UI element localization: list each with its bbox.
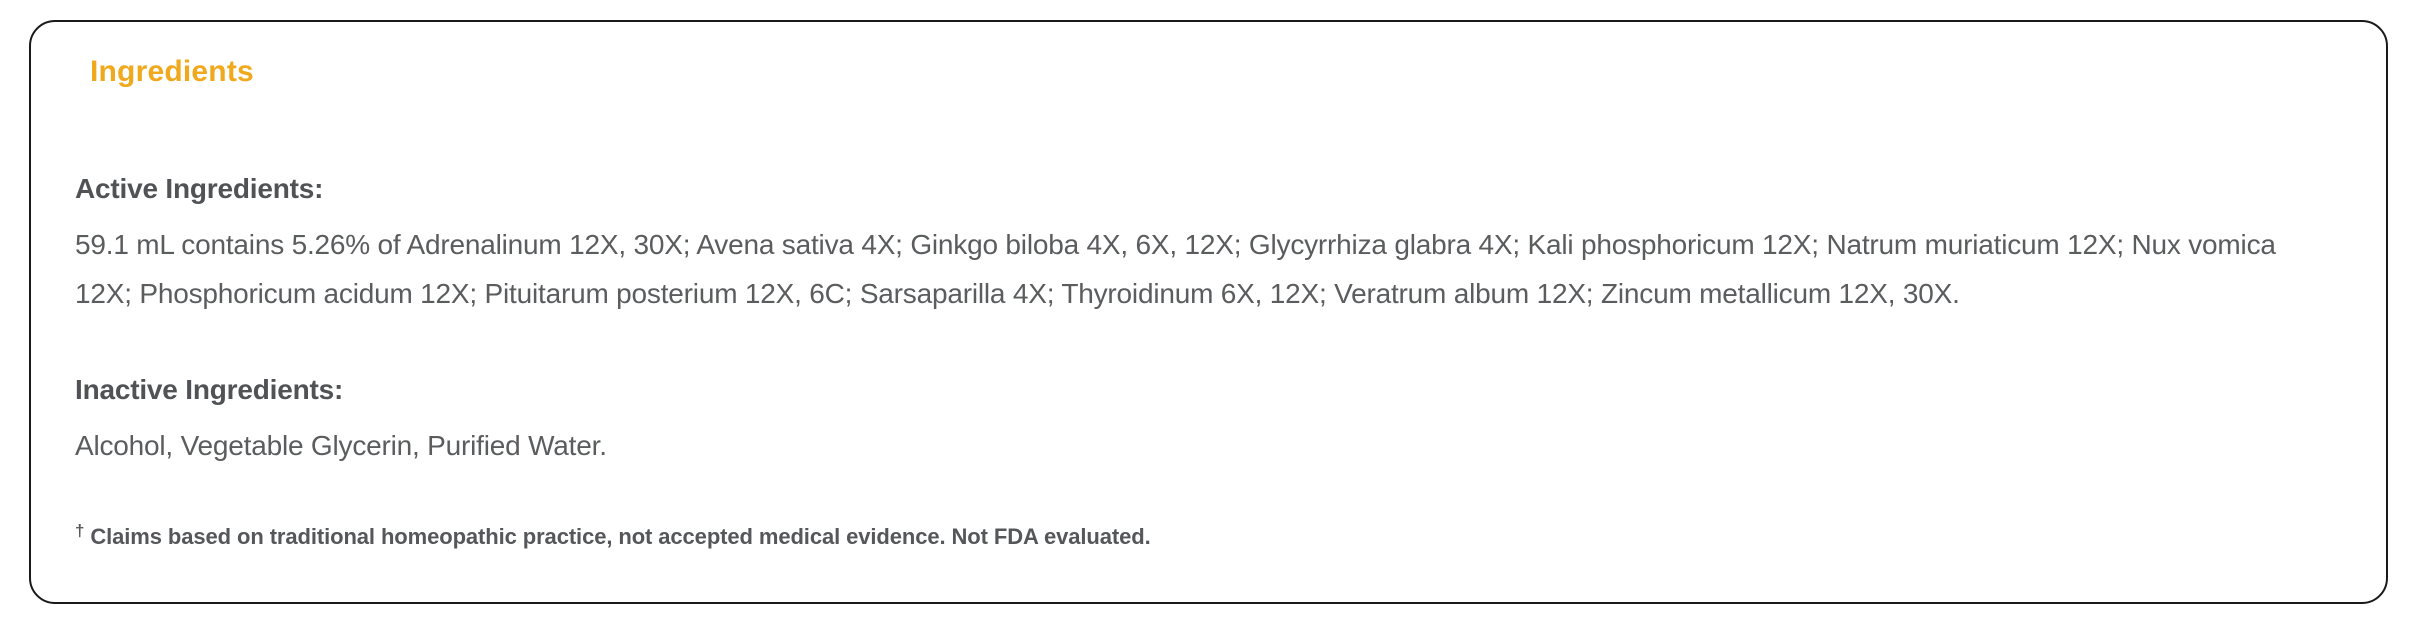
inactive-ingredients-text: Alcohol, Vegetable Glycerin, Purified Water.: [75, 430, 607, 461]
footnote-text: Claims based on traditional homeopathic practice, not accepted medical evidence. Not FDA evaluated.: [90, 524, 1151, 549]
footnote: [75, 522, 2342, 552]
active-ingredients-text: 59.1 mL contains 5.26% of Adrenalinum 12X, 30X; Avena sativa 4X; Ginkgo biloba 4X, 6X, 12X; Glycyrrhiza glabra 4X; Kali phosphoricum 12X; Natrum muriaticum 12X; Nux vomica 12X; Phosphoricum acidum 12X; Pituitarum posterium 12X, 6C; Sarsaparilla 4X; Thyroidinum 6X, 12X; Veratrum album 12X; Zincum metallicum 12X, 30X.: [75, 229, 2276, 309]
panel-title: Ingredients: [90, 55, 254, 88]
active-ingredients-heading: Active Ingredients:: [75, 173, 324, 204]
ingredients-panel-content: [31, 22, 2386, 552]
inactive-ingredients-heading: Inactive Ingredients:: [75, 374, 344, 405]
dagger-symbol: †: [75, 520, 85, 540]
ingredients-panel: [29, 20, 2388, 604]
